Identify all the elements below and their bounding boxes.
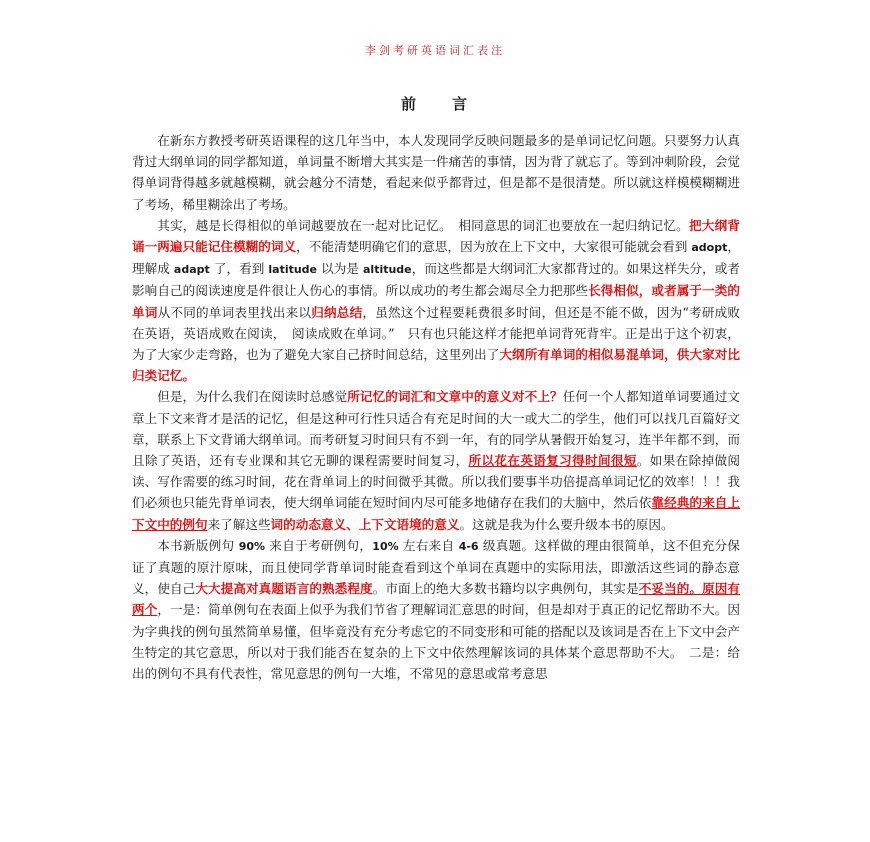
percent-value: 10% (372, 539, 399, 553)
english-word: latitude (268, 263, 318, 277)
exam-level: 4-6 (458, 539, 479, 553)
text-run: 来了解这些 (207, 516, 271, 532)
running-header: 李剑考研英语词汇表注 (365, 44, 505, 57)
text-run: 左右来自 (398, 537, 459, 553)
paragraph (132, 386, 740, 534)
paragraph (132, 215, 740, 387)
paragraph (132, 535, 740, 684)
text-run: ，不能清楚明确它们的意思，因为放在上下文中，大家很可能就会看到 (296, 239, 692, 255)
english-word: adopt (691, 241, 728, 255)
highlighted-text: 词的动态意义、上下文语境的意义 (270, 516, 460, 532)
title-char-2: 言 (452, 95, 470, 113)
highlighted-text: 长得相似，或者属于一类的单词 (132, 283, 741, 320)
text-run: 任何一个人都知道单词要通过文章上下文来背才是活的记忆，但是这种可行性只适合有充足时间的大一或大二的学生，他们可以找几百篇好文章，联系上下文背诵大纲单词。而考研复习时间只有不到一年，有的同学从暑假开始复习，连半年都不到，而且除了英语，还有专业课和其它无聊的课程需要时间复习， (132, 389, 741, 469)
highlighted-underlined-text: 所以花在英语复习得时间很短 (468, 453, 637, 469)
title-char-1: 前 (400, 95, 418, 113)
english-word: altitude (363, 263, 412, 277)
highlighted-text: 归纳总结 (311, 304, 363, 320)
text-run: 但是，为什么我们在阅读时总感觉 (157, 389, 348, 405)
text-run: 。如果在除掉做阅读、写作需要的练习时间，花在背单词上的时间微乎其微。所以我们要事半功倍提高单词记忆的效率！！！我们必须也只能先背单词表，使大纲单词能在短时间内尽可能多地储存在我们的大脑中，然后依 (132, 453, 741, 511)
page-title (0, 93, 870, 114)
percent-value: 90% (238, 539, 266, 553)
text-run: 其实，越是长得相似的单词越要放在一起对比记忆。 相同意思的词汇也要放在一起归纳记忆。 (157, 217, 689, 233)
text-run: ，虽然这个过程要耗费很多时间，但还是不能不做，因为“考研成败在英语，英语成败在阅读， 阅读成败在单词。” 只有也只能这样才能把单词背死背牢。正是出于这个初衷，为了大家少走弯路，也为了避免大家自己挤时间总结，这里列出了 (132, 304, 741, 363)
highlighted-underlined-text: 不妥当的。原因有两个 (132, 581, 741, 618)
paragraph (132, 130, 740, 215)
document-body (132, 130, 740, 684)
highlighted-text: 把大纲背诵一两遍只能记住模糊的词义 (132, 217, 740, 255)
text-run: 了，看到 (209, 261, 269, 277)
text-run: ，一是：简单例句在表面上似乎为我们节省了理解词汇意思的时间，但是却对于真正的记忆帮助不大。因为字典找的例句虽然简单易懂，但毕竟没有充分考虑它的不同变形和可能的搭配以及该词是否在上下文中会产生特定的其它意思，所以对于我们能否在复杂的上下文中依然理解该词的具体某个意思帮助不大。 二是：给出的例句不具有代表性，常见意思的例句一大堆，不常见的意思或常考意思 (132, 602, 741, 682)
text-run: 来自于考研例句， (265, 537, 373, 553)
highlighted-underlined-text: 靠经典的来自上下文中的例句 (132, 495, 741, 532)
text-run: 。这就是我为什么要升级本书的原因。 (459, 516, 674, 532)
text-run: 从不同的单词表里找出来以 (157, 304, 312, 320)
text-run: 。市面上的绝大多数书籍均以字典例句，其实是 (372, 581, 639, 597)
text-run: ，而这些都是大纲词汇大家都背过的。如果这样失分，或者影响自己的阅读速度是件很让人伤心的事情。所以成功的考生都会竭尽全力把那些 (132, 261, 740, 299)
english-word: adapt (173, 263, 210, 277)
text-run: 本书新版例句 (157, 537, 239, 553)
text-run: 级真题。这样做的理由很简单，这不但充分保证了真题的原汁原味，而且使同学背单词时能查看到这个单词在真题中的实际用法，即激活这些词的静态意义，使自己 (132, 537, 740, 597)
text-run: ，理解成 (132, 239, 740, 277)
text-run: 以为是 (317, 261, 363, 277)
highlighted-text: 所记忆的词汇和文章中的意义对不上？ (347, 389, 563, 405)
highlighted-text: 大大提高对真题语言的熟悉程度 (195, 581, 373, 597)
highlighted-text: 大纲所有单词的相似易混单词，供大家对比归类记忆。 (132, 347, 741, 384)
text-run: 在新东方教授考研英语课程的这几年当中，本人发现同学反映问题最多的是单词记忆问题。只要努力认真背过大纲单词的同学都知道，单词量不断增大其实是一件痛苦的事情，因为背了就忘了。等到冲刺阶段，会觉得单词背得越多就越模糊，就会越分不清楚，看起来似乎都背过，但是都不是很清楚。所以就这样模模糊糊进了考场，稀里糊涂出了考场。 (132, 133, 740, 212)
